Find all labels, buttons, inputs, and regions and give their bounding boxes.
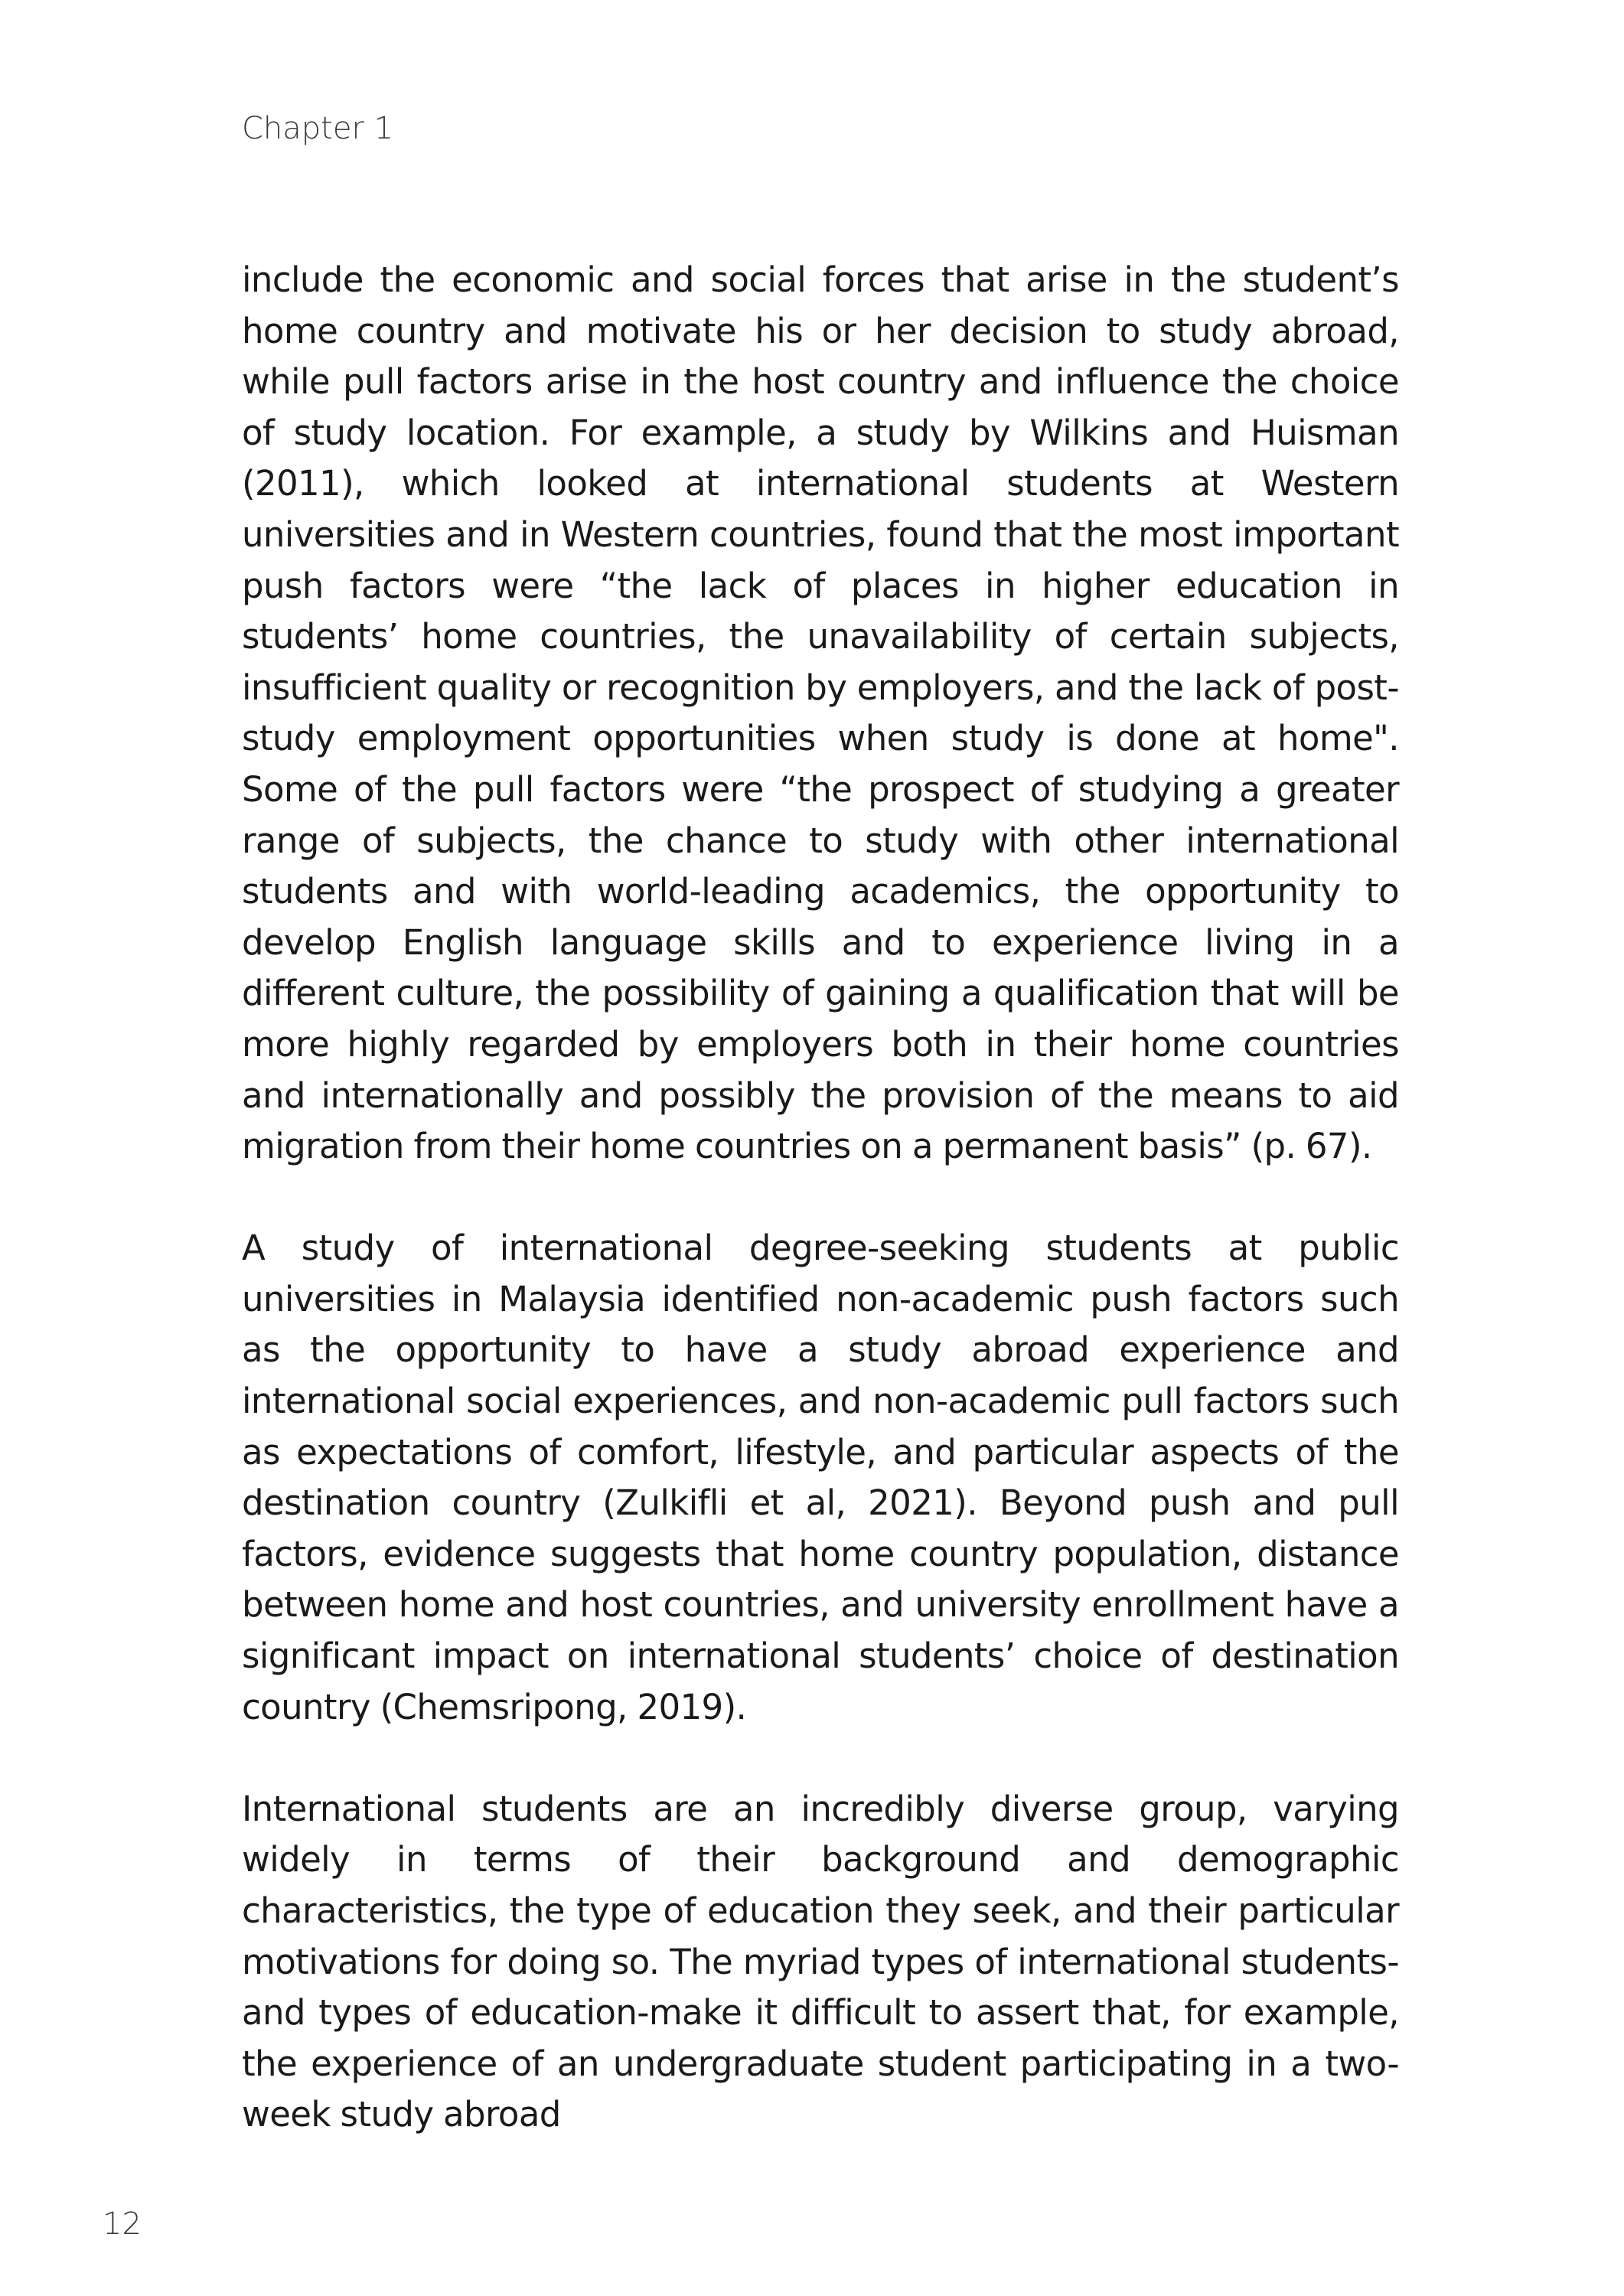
paragraph-malaysia-study: A study of international degree-seeking students at public universities in Malaysia identified non-academic push factors such as the opportunity to have a study abroad experience and international social experiences, and non-academic pull factors such as expectations of comfort, lifestyle, and particular aspects of the destination country (Zulkifli et al, 2021). Beyond push and pull factors, evidence suggests that home country population, distance between home and host countries, and university enrollment have a significant impact on international students’ choice of destination country (Chemsripong, 2019).: [242, 1228, 1399, 1727]
paragraph-diverse-group: International students are an incredibly diverse group, varying widely in terms of their background and demographic characteristics, the type of education they seek, and their particular motivations for doing so. The myriad types of international students-and types of education-make it difficult to assert that, for example, the experience of an undergraduate student participating in a two-week study abroad: [242, 1788, 1399, 2135]
body-text: [242, 255, 1399, 2141]
running-header-chapter: Chapter 1: [242, 111, 394, 146]
page-number: 12: [103, 2206, 142, 2242]
paragraph-push-pull-factors: include the economic and social forces that arise in the student’s home country and motivate his or her decision to study abroad, while pull factors arise in the host country and influence the choice of study location. For example, a study by Wilkins and Huisman (2011), which looked at international students at Western universities and in Western countries, found that the most important push factors were “the lack of places in higher education in students’ home countries, the unavailability of certain subjects, insufficient quality or recognition by employers, and the lack of post-study employment opportunities when study is done at home". Some of the pull factors were “the prospect of studying a greater range of subjects, the chance to study with other international students and with world-leading academics, the opportunity to develop English language skills and to experience living in a different culture, the possibility of gaining a qualification that will be more highly regarded by employers both in their home countries and internationally and possibly the provision of the means to aid migration from their home countries on a permanent basis” (p. 67).: [242, 259, 1399, 1167]
